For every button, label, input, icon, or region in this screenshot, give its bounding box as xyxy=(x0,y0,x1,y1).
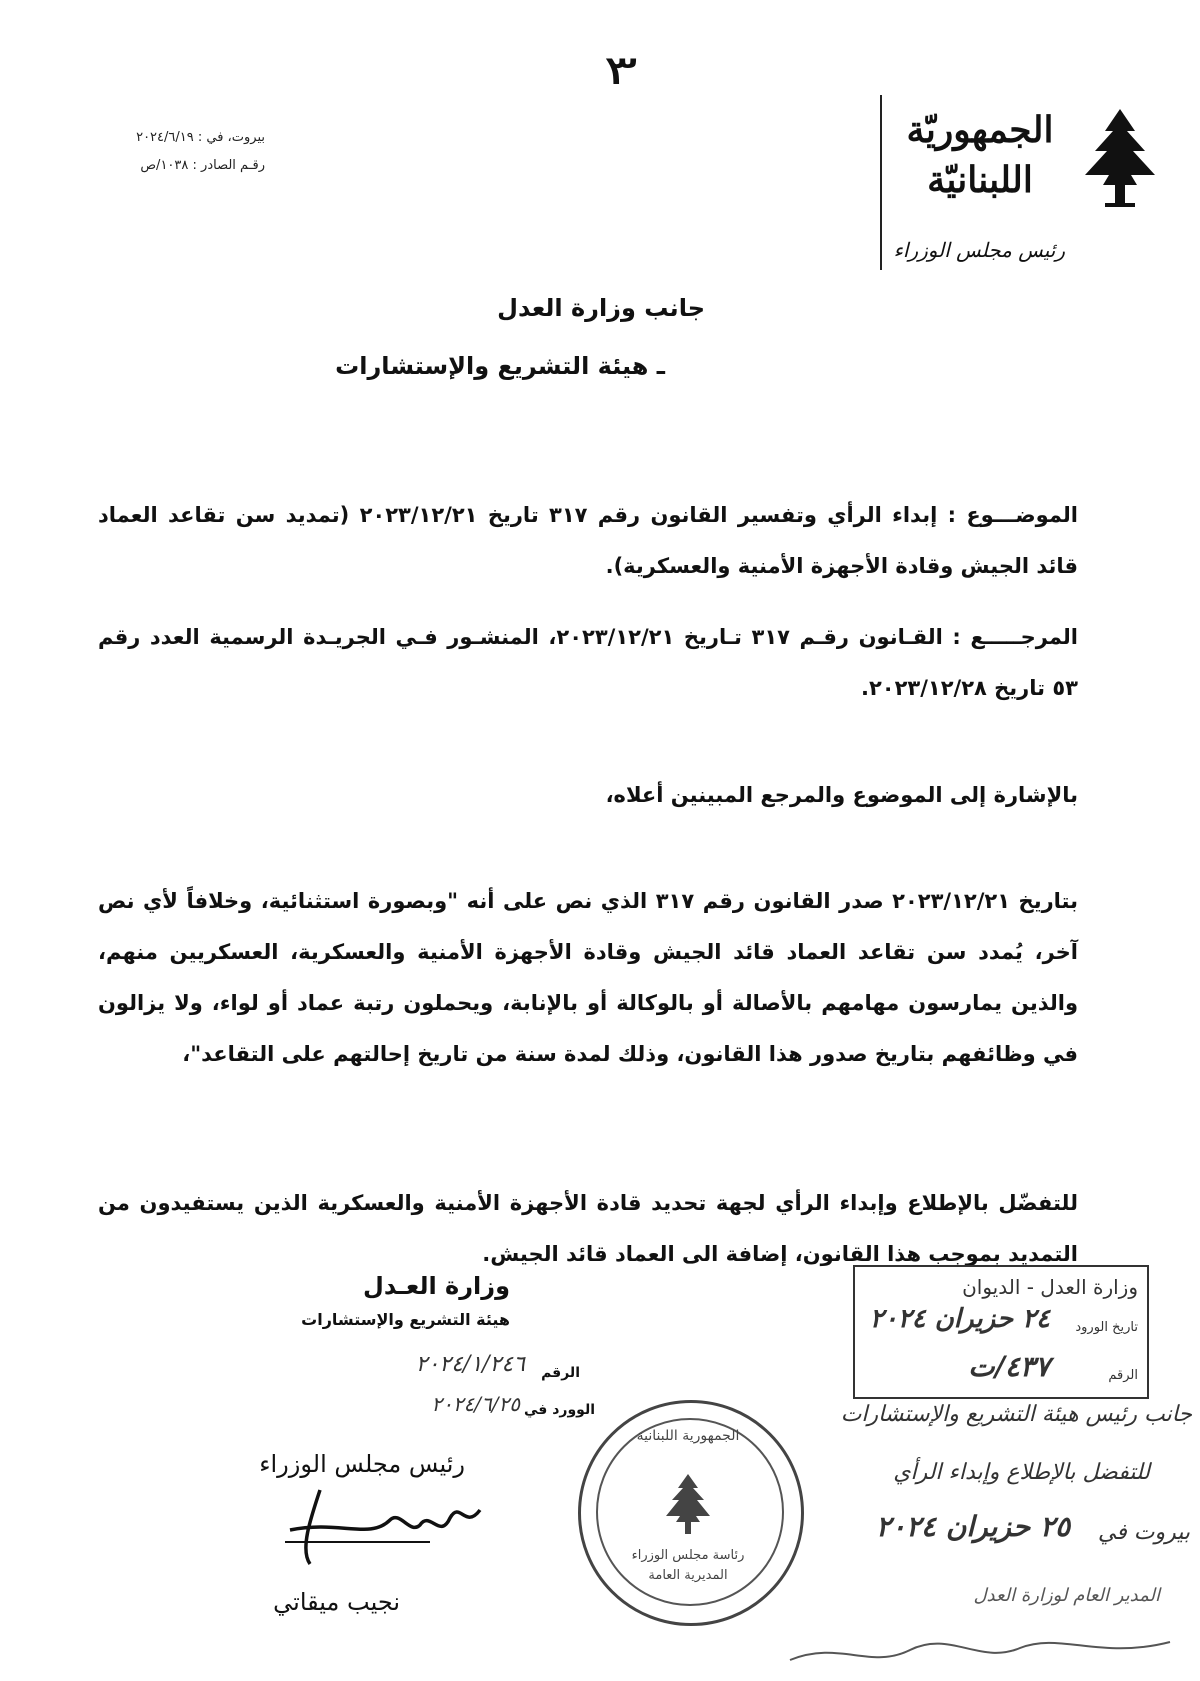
annotation-line-3-label: بيروت في xyxy=(1097,1520,1190,1545)
registry-number-label: الرقم xyxy=(1108,1368,1138,1383)
seal-line-2: رئاسة مجلس الوزراء xyxy=(631,1548,745,1563)
justice-stamp-title: وزارة العـدل xyxy=(363,1272,510,1300)
annotation-line-4: المدير العام لوزارة العدل xyxy=(973,1585,1160,1606)
annotation-line-1: جانب رئيس هيئة التشريع والإستشارات xyxy=(840,1402,1192,1427)
issue-number: رقـم الصادر : ١٠٣٨/ص xyxy=(140,158,265,173)
signatory-name: نجيب ميقاتي xyxy=(273,1588,400,1616)
intro-paragraph: بالإشارة إلى الموضوع والمرجع المبينين أعلاه، xyxy=(605,783,1078,807)
justice-stamp-number-label: الرقم xyxy=(541,1365,580,1381)
seal-line-3: المديرية العامة xyxy=(648,1568,728,1583)
registry-stamp-title: وزارة العدل - الديوان xyxy=(962,1275,1138,1299)
annotation-line-3-date: ٢٥ حزيران ٢٠٢٤ xyxy=(875,1510,1070,1543)
office-name: رئيس مجلس الوزراء xyxy=(893,238,1065,262)
issue-date: بيروت، في : ٢٠٢٤/٦/١٩ xyxy=(136,130,265,145)
republic-emblem-text xyxy=(895,105,1065,205)
body-paragraph-2: للتفضّل بالإطلاع وإبداء الرأي لجهة تحديد قادة الأجهزة الأمنية والعسكرية الذين يستفيدون من التمديد بموجب هذا القانون، إضافة الى العماد قائد الجيش. xyxy=(98,1191,1078,1266)
seal-line-1: الجمهورية اللبنانية xyxy=(636,1428,740,1444)
addressee-line-1: جانب وزارة العدل xyxy=(497,294,705,322)
signatory-title: رئيس مجلس الوزراء xyxy=(259,1450,465,1478)
cedar-emblem-icon xyxy=(1075,105,1165,215)
seal-cedar-icon xyxy=(660,1472,716,1540)
handwritten-signature xyxy=(280,1480,490,1570)
subject-paragraph: الموضـــوع : إبداء الرأي وتفسير القانون رقم ٣١٧ تاريخ ٢٠٢٣/١٢/٢١ (تمديد سن تقاعد العماد قائد الجيش وقادة الأجهزة الأمنية والعسكرية). xyxy=(98,503,1078,578)
justice-stamp-subtitle: هيئة التشريع والإستشارات xyxy=(301,1310,510,1329)
registry-date-value: ٢٤ حزيران ٢٠٢٤ xyxy=(869,1304,1050,1334)
annotation-line-2: للتفضل بالإطلاع وإبداء الرأي xyxy=(893,1460,1150,1485)
body-paragraph-1: بتاريخ ٢٠٢٣/١٢/٢١ صدر القانون رقم ٣١٧ الذي نص على أنه "وبصورة استثنائية، وخلافاً لأي نص آخر، يُمدد سن تقاعد العماد قائد الجيش وقادة الأجهزة الأمنية والعسكرية، العسكريين منهم، والذين يمارسون مهامهم بالأصالة أو بالوكالة أو بالإنابة، ويحملون رتبة عماد أو لواء، ولا يزالون في وظائفهم بتاريخ صدور هذا القانون، وذلك لمدة سنة من تاريخ إحالتهم على التقاعد"، xyxy=(98,889,1079,1066)
reference-paragraph: المرجـــــع : القـانون رقـم ٣١٧ تـاريخ ٢٠٢٣/١٢/٢١، المنشـور فـي الجريـدة الرسمية العدد رقم ٥٣ تاريخ ٢٠٢٣/١٢/٢٨. xyxy=(98,625,1078,700)
justice-stamp-number-value: ٢٠٢٤/١/٢٤٦ xyxy=(415,1352,525,1377)
bottom-scribble-signature xyxy=(780,1620,1180,1675)
registry-number-value: ٤٣٧/ت xyxy=(968,1350,1050,1383)
justice-stamp-received-value: ٢٠٢٤/٦/٢٥ xyxy=(431,1392,520,1416)
registry-date-label: تاريخ الورود xyxy=(1075,1320,1138,1335)
header-divider xyxy=(880,95,882,270)
emblem-line-1: الجمهوريّة xyxy=(906,109,1054,151)
addressee-line-2: ـ هيئة التشريع والإستشارات xyxy=(335,352,665,380)
page-number-mark: ٣ xyxy=(603,48,638,94)
emblem-line-2: اللبنانيّة xyxy=(927,159,1033,201)
justice-stamp-received-label: الوورد في xyxy=(524,1402,595,1418)
